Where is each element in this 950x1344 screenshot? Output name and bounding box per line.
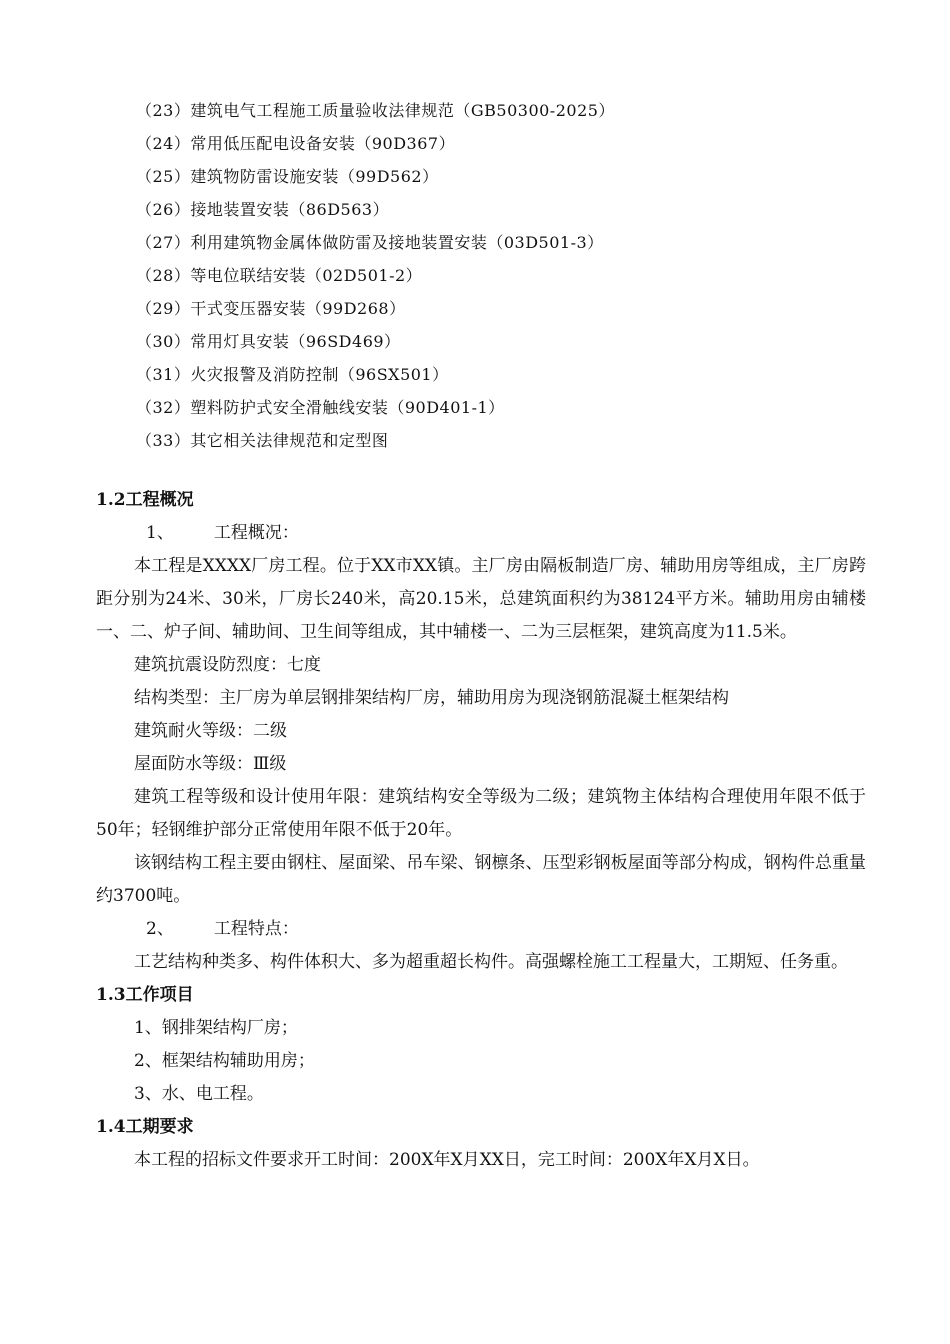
paragraph: 本工程的招标文件要求开工时间：200X年X月XX日，完工时间：200X年X月X日。 [134, 1150, 760, 1170]
reference-item: （30）常用灯具安装（96SD469） [136, 332, 401, 351]
reference-item: （25）建筑物防雷设施安装（99D562） [136, 167, 439, 186]
reference-item: （27）利用建筑物金属体做防雷及接地装置安装（03D501-3） [136, 233, 604, 252]
subsection-label: 工程概况： [213, 523, 299, 543]
list-item: 3、水、电工程。 [134, 1084, 264, 1104]
list-item: 1、钢排架结构厂房； [134, 1018, 298, 1038]
reference-item: （31）火灾报警及消防控制（96SX501） [136, 365, 449, 384]
fact-line: 屋面防水等级：Ⅲ级 [134, 754, 287, 774]
fact-line: 建筑抗震设防烈度：七度 [134, 655, 321, 675]
subsection-number: 1、 [146, 523, 174, 543]
reference-item: （32）塑料防护式安全滑触线安装（90D401-1） [136, 398, 505, 417]
paragraph: 该钢结构工程主要由钢柱、屋面梁、吊车梁、钢檩条、压型彩钢板屋面等部分构成，钢构件总重量约3700吨。 [96, 853, 866, 906]
section-project-overview [96, 484, 866, 1177]
reference-list [136, 94, 615, 457]
fact-line: 结构类型：主厂房为单层钢排架结构厂房，辅助用房为现浇钢筋混凝土框架结构 [134, 688, 729, 708]
reference-item: （33）其它相关法律规范和定型图 [136, 431, 389, 450]
fact-line: 建筑耐火等级：二级 [134, 721, 287, 741]
reference-item: （24）常用低压配电设备安装（90D367） [136, 134, 456, 153]
subsection-label: 工程特点： [213, 919, 299, 939]
reference-item: （23）建筑电气工程施工质量验收法律规范（GB50300-2025） [136, 101, 615, 120]
subsection-number: 2、 [146, 919, 174, 939]
list-item: 2、框架结构辅助用房； [134, 1051, 315, 1071]
section-heading: 1.4工期要求 [96, 1117, 194, 1137]
subsection-title [96, 517, 866, 550]
reference-item: （26）接地装置安装（86D563） [136, 200, 390, 219]
subsection-title [96, 913, 866, 946]
paragraph: 工艺结构种类多、构件体积大、多为超重超长构件。高强螺栓施工工程量大，工期短、任务重。 [134, 952, 848, 972]
reference-item: （29）干式变压器安装（99D268） [136, 299, 406, 318]
reference-item: （28）等电位联结安装（02D501-2） [136, 266, 423, 285]
section-heading: 1.2工程概况 [96, 490, 194, 510]
paragraph: 建筑工程等级和设计使用年限：建筑结构安全等级为二级；建筑物主体结构合理使用年限不低于50年；轻钢维护部分正常使用年限不低于20年。 [96, 787, 866, 840]
section-heading: 1.3工作项目 [96, 985, 194, 1005]
paragraph: 本工程是XXXX厂房工程。位于XX市XX镇。主厂房由隔板制造厂房、辅助用房等组成，主厂房跨距分别为24米、30米，厂房长240米，高20.15米，总建筑面积约为38124平方米。辅助用房由辅楼一、二、炉子间、辅助间、卫生间等组成，其中辅楼一、二为三层框架，建筑高度为11.5米。 [96, 556, 866, 642]
